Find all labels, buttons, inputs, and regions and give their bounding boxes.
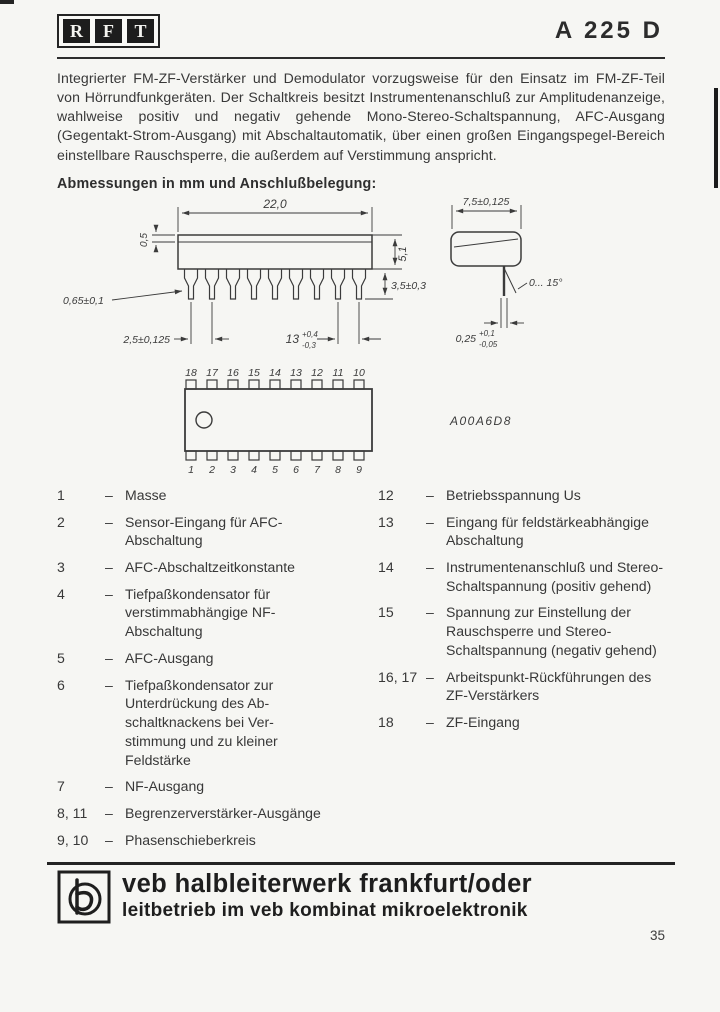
dim-span-minus-label: -0,3: [302, 340, 316, 350]
dimension-drawing: [57, 192, 665, 484]
pin-dash: –: [105, 831, 113, 848]
pin-number-label: 9: [356, 463, 362, 476]
footer: [57, 865, 665, 924]
dim-pin-width-label: 0,65±0,1: [63, 294, 104, 307]
page-number: 35: [649, 927, 665, 943]
pin-number: 14: [378, 558, 394, 575]
pin-dash: –: [105, 649, 113, 666]
pin-function-list: [57, 486, 665, 858]
pin-number-label: 18: [185, 366, 197, 379]
dim-body-height-label: 5,1: [397, 246, 409, 262]
pin-row: [57, 676, 324, 770]
rft-logo: [57, 14, 160, 48]
pin-number-label: 4: [251, 463, 257, 476]
rft-logo-letter: F: [95, 19, 122, 43]
pin-number-label: 10: [353, 366, 365, 379]
pin-number: 2: [57, 513, 65, 530]
pin-dash: –: [105, 676, 113, 693]
scan-edge-artifact: [714, 88, 718, 188]
pin-dash: –: [426, 558, 434, 575]
scan-corner-artifact: [0, 0, 14, 4]
pin-list-left-column: [57, 486, 324, 858]
pin-number-label: 16: [227, 366, 239, 379]
pin-number: 15: [378, 604, 394, 621]
pin-row: [57, 558, 324, 577]
footer-subtitle-line: leitbetrieb im veb kombinat mikroelektronik: [122, 900, 528, 922]
package-side-view: [178, 235, 372, 299]
pin-number-label: 14: [269, 366, 281, 379]
dim-pin-length-label: 3,5±0,3: [391, 279, 426, 292]
pin-description: Tiefpaßkondensator zur Unterdrückung des Abschaltknackens bei Verstimmung und zu kleiner Feldstärke: [125, 676, 278, 768]
pin-row: [57, 831, 324, 850]
dim-end-width-label: 7,5±0,125: [462, 195, 510, 208]
dim-pitch-label: 2,5±0,125: [123, 333, 170, 346]
pin-description: ZF-Eingang: [446, 714, 520, 731]
pin-row: [378, 668, 665, 705]
pin-number: 6: [57, 676, 65, 693]
dim-end-pin-minus-label: -0,05: [479, 339, 498, 349]
footer-company-line: veb halbleiterwerk frankfurt/oder: [122, 869, 532, 898]
pin-description: Sensor-Eingang für AFC-Abschaltung: [125, 513, 283, 549]
pin-dash: –: [105, 513, 113, 530]
pin-description: Eingang für feldstärkeabhängige Abschaltung: [446, 513, 649, 549]
pin-description: NF-Ausgang: [125, 778, 205, 795]
pin-dash: –: [426, 714, 434, 731]
pin-dash: –: [426, 513, 434, 530]
dim-span-plus-label: +0,4: [302, 329, 318, 339]
dim-end-pin-plus-label: +0,1: [479, 328, 495, 338]
footer-text: [122, 871, 532, 923]
pin-number: 3: [57, 558, 65, 575]
pin-number-label: 3: [230, 463, 236, 476]
pin-number-label: 15: [248, 366, 260, 379]
package-stamp-code: A00A6D8: [450, 413, 512, 428]
pin-description: Arbeitspunkt-Rückführungen des ZF-Verstärkers: [446, 668, 652, 704]
pin-row: [378, 486, 665, 505]
pin-number: 18: [378, 714, 394, 731]
pin-number-label: 7: [314, 463, 320, 476]
pin-row: [57, 513, 324, 550]
pin-number-label: 17: [206, 366, 218, 379]
pin-description: AFC-Ausgang: [125, 649, 214, 666]
pin-dash: –: [105, 805, 113, 822]
pin-row: [57, 585, 324, 641]
pin-number-label: 11: [332, 366, 344, 379]
pin-number-label: 8: [335, 463, 341, 476]
pin-number: 1: [57, 486, 65, 503]
intro-paragraph: Integrierter FM-ZF-Verstärker und Demodulator vorzugsweise für den Einsatz im FM-ZF-Teil von Hörrundfunkgeräten. Der Schaltkreis besitzt Instrumentenanschluß zur Amplitudenanzeige, wahlweise positiv und negativ gehende Mono-Stereo-Schaltspannung, AFC-Ausgang (Gegentakt-Strom-Ausgang) mit Abschaltautomatik, über einen großen Eingangspegel-Bereich einstellbare Rauschsperre, die außerdem auf Verstimmung anspricht.: [57, 70, 665, 163]
section-heading: Abmessungen in mm und Anschlußbelegung:: [57, 175, 377, 192]
pin-row: [378, 603, 665, 659]
dim-end-pin-label: 0,25: [455, 332, 476, 345]
pin-dash: –: [426, 486, 434, 503]
pin-row: [57, 649, 324, 668]
pin-row: [57, 804, 324, 823]
package-end-view: [451, 232, 527, 296]
pin-number: 7: [57, 778, 65, 795]
pin-dash: –: [105, 558, 113, 575]
pin-number: 8, 11: [57, 805, 88, 822]
pin-number-label: 6: [293, 463, 299, 476]
rft-logo-letter: T: [127, 19, 154, 43]
pin-number-label: 2: [209, 463, 215, 476]
pin-number: 13: [378, 513, 394, 530]
pin-description: Masse: [125, 486, 167, 503]
pin-description: Phasenschieberkreis: [125, 831, 256, 848]
header-divider: [57, 57, 665, 59]
pin-row: [378, 713, 665, 732]
pin-number: 16, 17: [378, 668, 418, 685]
dim-span-label: 13: [285, 331, 299, 346]
pin-description: Betriebsspannung Us: [446, 486, 581, 503]
pin-description: AFC-Abschaltzeitkonstante: [125, 558, 295, 575]
pin-row: [57, 486, 324, 505]
package-top-view: [185, 380, 372, 460]
dimension-lines: [112, 205, 524, 344]
pin-number: 12: [378, 486, 394, 503]
pin-number-label: 12: [311, 366, 323, 379]
pin-number: 4: [57, 585, 65, 602]
pin-number: 5: [57, 649, 65, 666]
pin-description: Spannung zur Einstellung der Rauschsperre und Stereo-Schaltspannung (negativ gehend): [446, 604, 657, 658]
pin-dash: –: [105, 486, 113, 503]
pin-dash: –: [426, 668, 434, 685]
pin-number-label: 13: [290, 366, 302, 379]
dim-overall-width-label: 22,0: [263, 196, 287, 211]
rft-logo-letter: R: [63, 19, 90, 43]
pin-row: [378, 558, 665, 595]
pin-dash: –: [426, 604, 434, 621]
pin-row: [378, 513, 665, 550]
pin-dash: –: [105, 778, 113, 795]
header: [57, 14, 665, 48]
pin-description: Begrenzerverstärker-Ausgänge: [125, 805, 321, 822]
pin-number: 9, 10: [57, 831, 89, 848]
part-number: A 225 D: [554, 17, 663, 44]
pin-description: Tiefpaßkondensator für verstimmabhängige NF-Abschaltung: [125, 585, 276, 640]
pin-list-right-column: [378, 486, 665, 858]
pin-dash: –: [105, 585, 113, 602]
pin-number-label: 5: [272, 463, 278, 476]
dim-lid-label: 0,5: [139, 232, 150, 247]
pin-number-label: 1: [188, 463, 194, 476]
pin-description: Instrumentenanschluß und Stereo-Schaltspannung (positiv gehend): [446, 558, 664, 594]
pin-row: [57, 777, 324, 796]
veb-halbleiterwerk-logo: [57, 870, 111, 924]
dim-angle-label: 0... 15°: [529, 276, 563, 289]
